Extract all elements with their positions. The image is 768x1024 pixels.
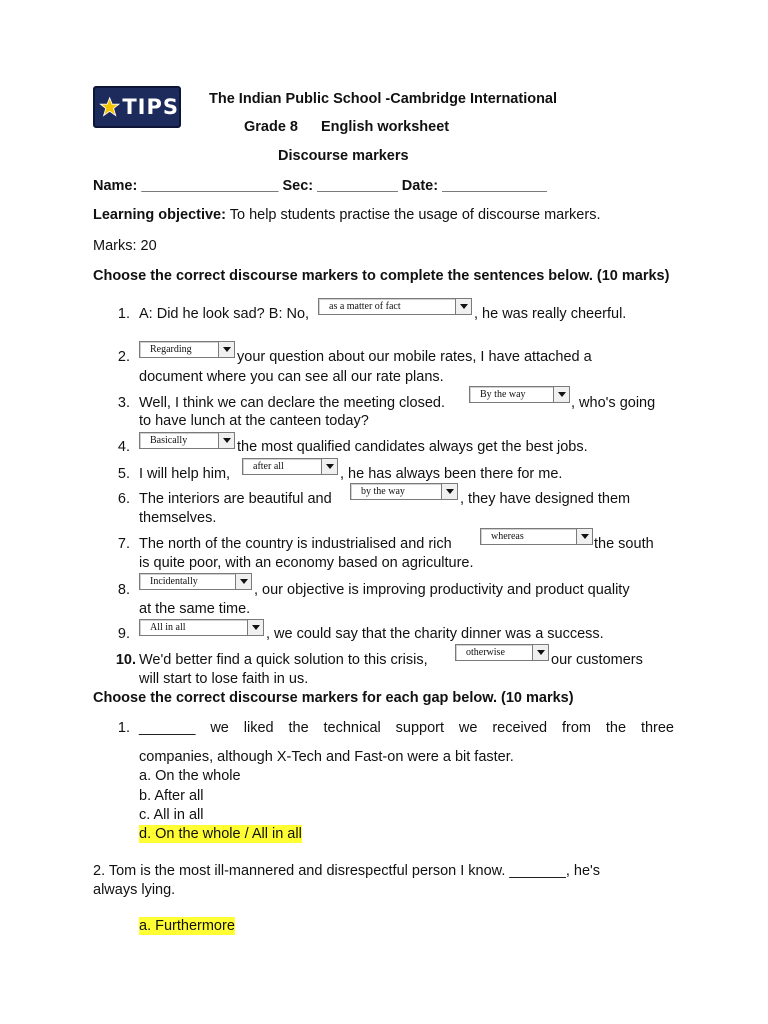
chevron-down-icon[interactable]: [321, 459, 337, 474]
select-value: otherwise: [466, 647, 505, 658]
discourse-marker-select[interactable]: [242, 458, 338, 475]
option-c: c. All in all: [139, 807, 204, 823]
star-logo-icon: [99, 92, 120, 122]
select-value: Incidentally: [150, 576, 198, 587]
select-value: whereas: [491, 531, 524, 542]
select-value: after all: [253, 461, 284, 472]
item-text-after: , he was really cheerful.: [474, 306, 627, 322]
discourse-marker-select[interactable]: [318, 298, 472, 315]
item-text-before: The north of the country is industrialised and rich: [139, 536, 452, 552]
section1-heading: Choose the correct discourse markers to complete the sentences below. (10 marks): [93, 268, 670, 284]
item-text-line2: document where you can see all our rate plans.: [139, 369, 444, 385]
option-b: b. After all: [139, 788, 204, 804]
discourse-marker-select[interactable]: [469, 386, 570, 403]
discourse-marker-select[interactable]: [139, 573, 252, 590]
question-text-line1: _______ we liked the technical support we received from the three: [139, 720, 674, 736]
discourse-marker-select[interactable]: [455, 644, 549, 661]
item-number: 10.: [115, 652, 136, 668]
item-text-line2: at the same time.: [139, 601, 251, 617]
discourse-marker-select[interactable]: [139, 619, 264, 636]
item-number: 5.: [117, 466, 130, 482]
item-text-before: I will help him,: [139, 466, 231, 482]
item-number: 3.: [117, 395, 130, 411]
worksheet-topic: Discourse markers: [278, 148, 409, 164]
select-value: Basically: [150, 435, 188, 446]
item-text-after: our customers: [551, 652, 643, 668]
question-text-line2: always lying.: [93, 882, 176, 898]
student-info-line: Name: _________________ Sec: __________ Date: _____________: [93, 178, 547, 194]
item-number: 4.: [117, 439, 130, 455]
marks-label: Marks: 20: [93, 238, 157, 254]
item-text-after: your question about our mobile rates, I have attached a: [237, 349, 592, 365]
item-text-after: , they have designed them: [460, 491, 631, 507]
item-number: 6.: [117, 491, 130, 507]
item-text-line2: to have lunch at the canteen today?: [139, 413, 369, 429]
select-value: All in all: [150, 622, 186, 633]
chevron-down-icon[interactable]: [218, 342, 234, 357]
item-text-line2: is quite poor, with an economy based on agriculture.: [139, 555, 474, 571]
item-number: 7.: [117, 536, 130, 552]
question-number: 1.: [117, 720, 130, 736]
select-value: as a matter of fact: [329, 301, 401, 312]
item-number: 1.: [117, 306, 130, 322]
chevron-down-icon[interactable]: [553, 387, 569, 402]
item-text-after: the most qualified candidates always get the best jobs.: [237, 439, 588, 455]
item-text-after: , we could say that the charity dinner was a success.: [266, 626, 604, 642]
item-text-before: We'd better find a quick solution to this crisis,: [139, 652, 428, 668]
discourse-marker-select[interactable]: [480, 528, 593, 545]
item-text-line2: themselves.: [139, 510, 217, 526]
logo-text: TIPS: [122, 95, 179, 119]
highlighted-answer: d. On the whole / All in all: [139, 826, 302, 842]
item-number: 2.: [117, 349, 130, 365]
item-text-after: , our objective is improving productivity and product quality: [254, 582, 630, 598]
item-text-before: Well, I think we can declare the meeting closed.: [139, 395, 446, 411]
discourse-marker-select[interactable]: [350, 483, 458, 500]
item-text-line2: will start to lose faith in us.: [139, 671, 309, 687]
chevron-down-icon[interactable]: [576, 529, 592, 544]
item-text-before: A: Did he look sad? B: No,: [139, 306, 310, 322]
discourse-marker-select[interactable]: [139, 432, 235, 449]
section2-heading: Choose the correct discourse markers for each gap below. (10 marks): [93, 690, 574, 706]
select-value: by the way: [361, 486, 405, 497]
item-text-after: , he has always been there for me.: [340, 466, 563, 482]
item-number: 9.: [117, 626, 130, 642]
highlighted-answer: a. Furthermore: [139, 918, 235, 934]
option-a: a. On the whole: [139, 768, 241, 784]
school-logo: [93, 86, 181, 128]
question-text-line2: companies, although X-Tech and Fast-on were a bit faster.: [139, 749, 514, 765]
select-value: Regarding: [150, 344, 192, 355]
objective-text: To help students practise the usage of discourse markers.: [225, 207, 601, 223]
subject-label: English worksheet: [321, 119, 450, 135]
item-text-before: The interiors are beautiful and: [139, 491, 332, 507]
objective-label: Learning objective:: [93, 207, 226, 223]
select-value: By the way: [480, 389, 526, 400]
item-text-after: , who's going: [571, 395, 656, 411]
item-number: 8.: [117, 582, 130, 598]
chevron-down-icon[interactable]: [235, 574, 251, 589]
question-text-line1: 2. Tom is the most ill-mannered and disrespectful person I know. _______, he's: [93, 863, 601, 879]
grade-label: Grade 8: [244, 119, 298, 135]
chevron-down-icon[interactable]: [455, 299, 471, 314]
item-text-after: the south: [594, 536, 654, 552]
school-name: The Indian Public School -Cambridge International: [209, 91, 558, 107]
learning-objective: [93, 206, 600, 224]
chevron-down-icon[interactable]: [532, 645, 548, 660]
discourse-marker-select[interactable]: [139, 341, 235, 358]
chevron-down-icon[interactable]: [247, 620, 263, 635]
chevron-down-icon[interactable]: [218, 433, 234, 448]
chevron-down-icon[interactable]: [441, 484, 457, 499]
